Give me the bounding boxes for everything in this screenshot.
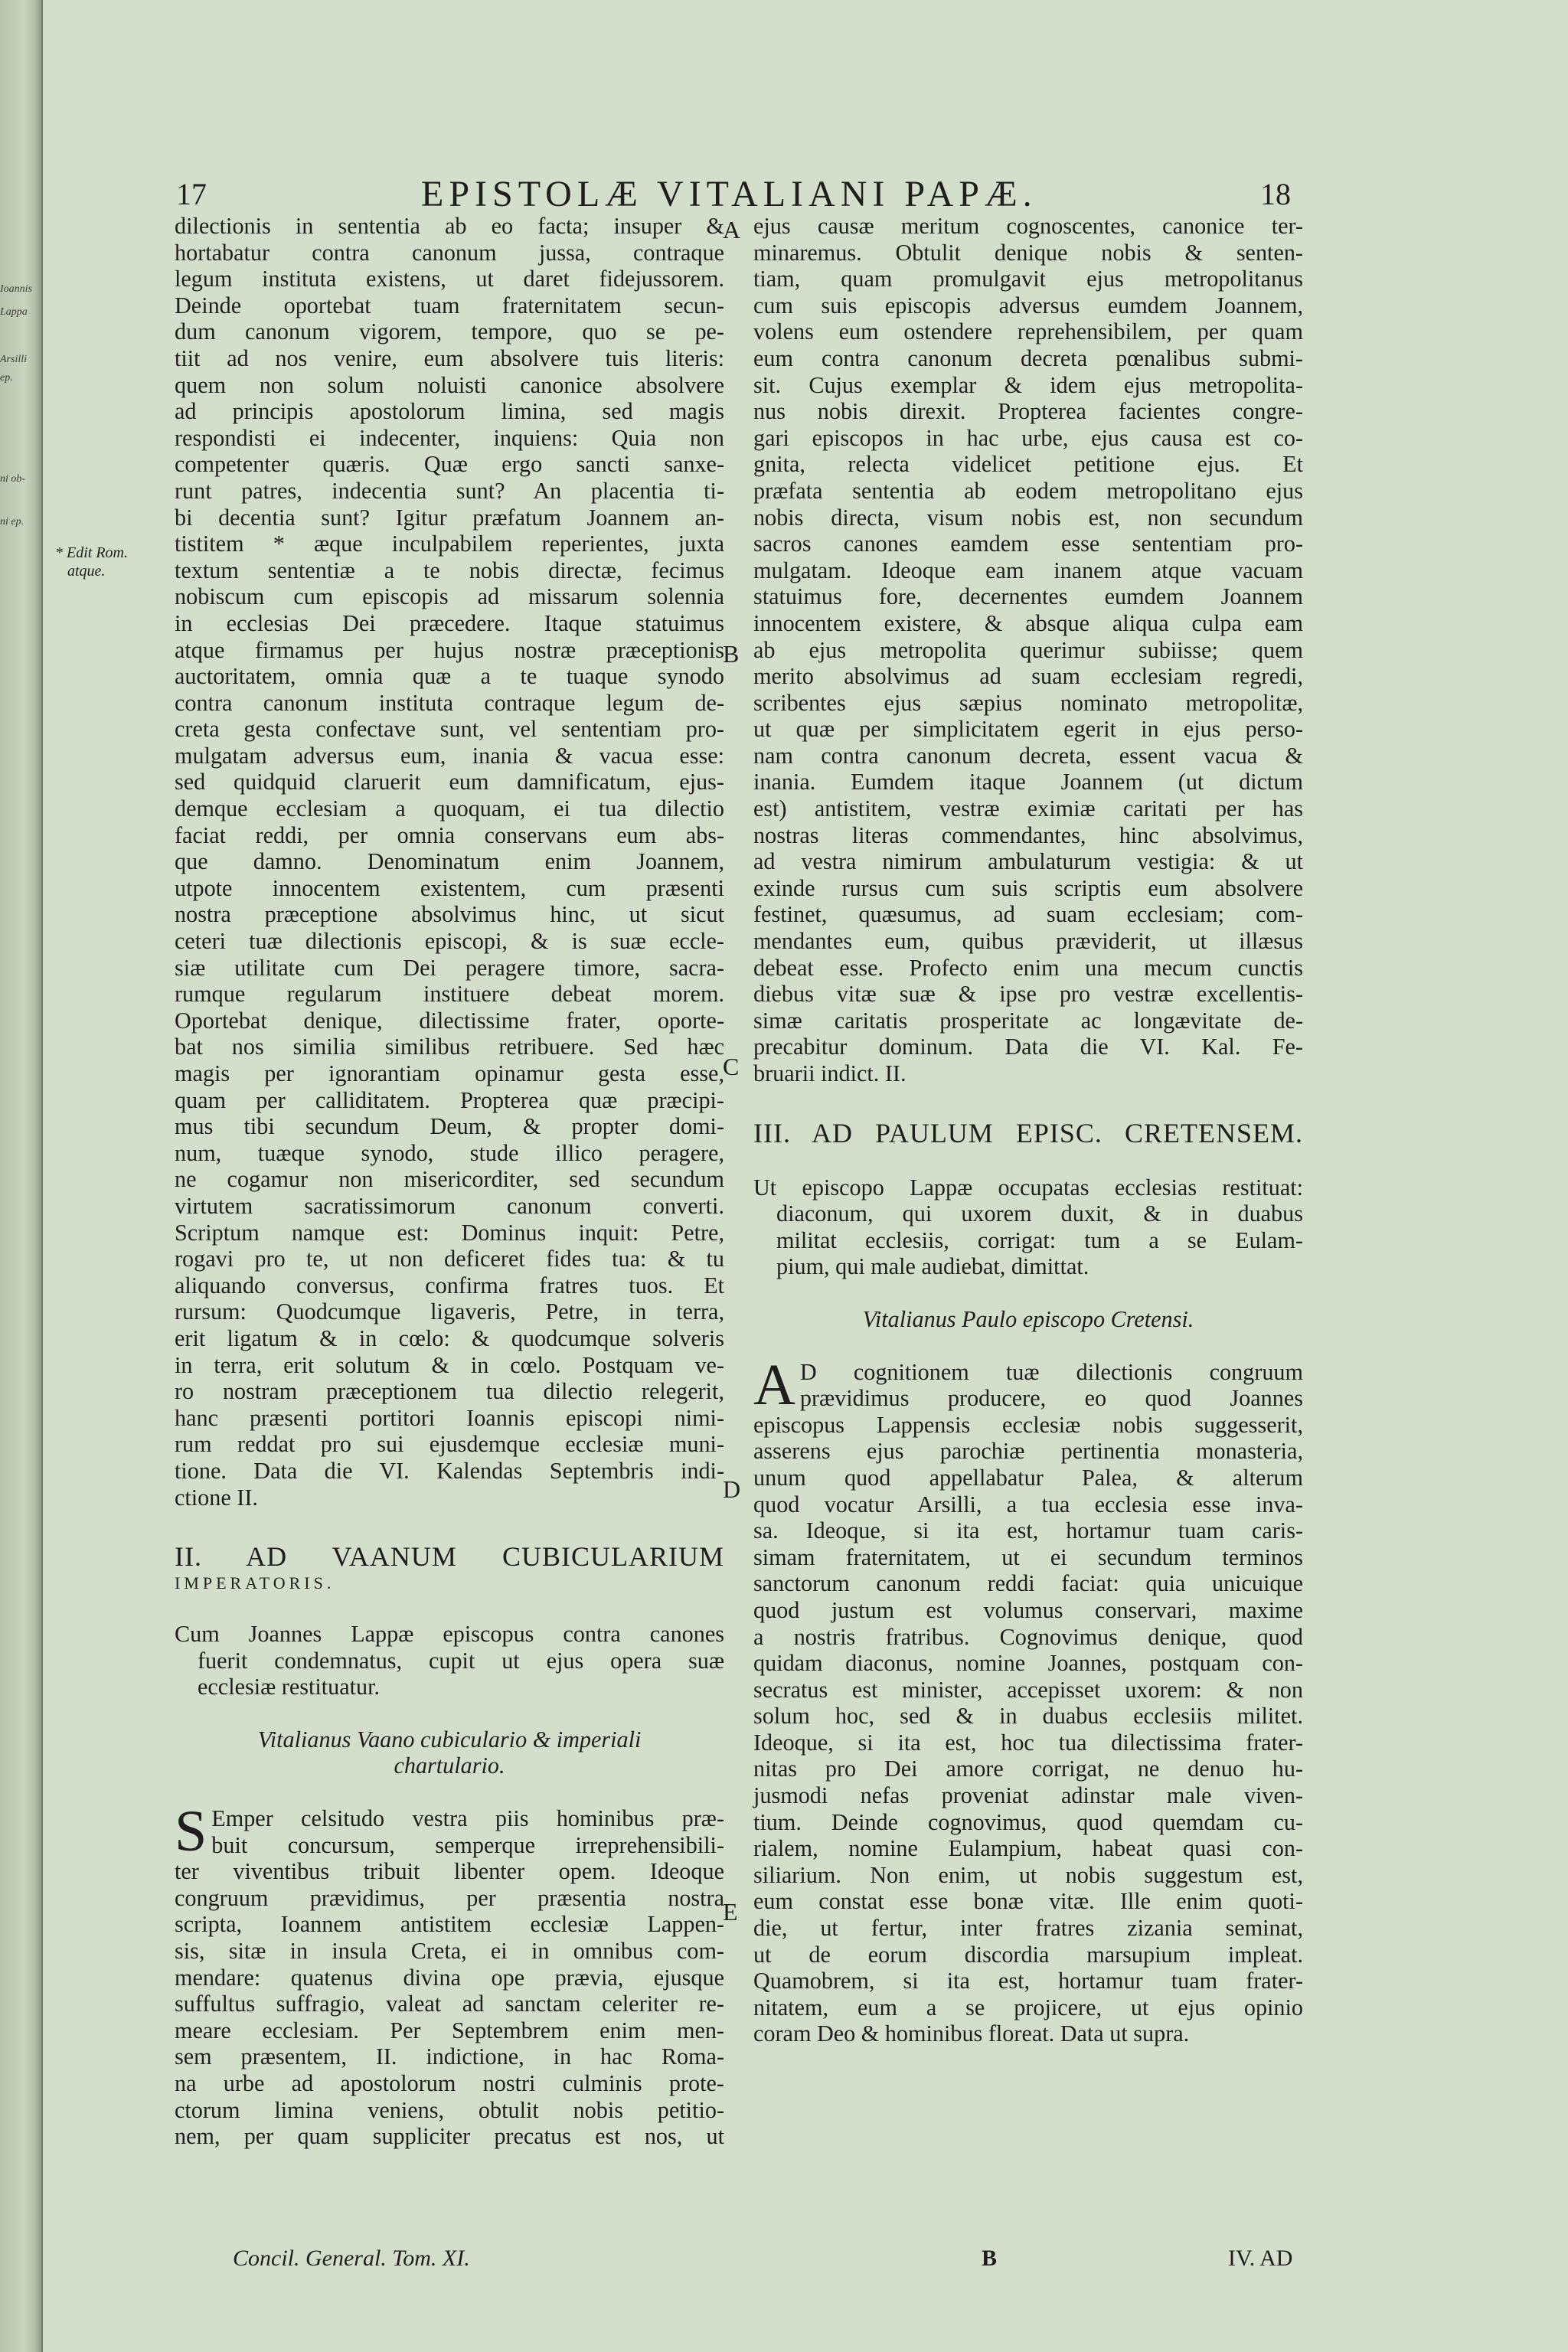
catchword: IV. AD: [1228, 2246, 1293, 2271]
text-line: contra canonum instituta contraque legum de-: [175, 689, 724, 716]
text-line: cum suis episcopis adversus eumdem Joannem,: [753, 292, 1303, 318]
text-line: prævidimus producere, eo quod Joannes: [799, 1385, 1303, 1412]
text-line: siliarium. Non enim, ut nobis suggestum est,: [753, 1861, 1303, 1888]
text-line: respondisti ei indecenter, inquiens: Quia non: [175, 424, 724, 451]
text-line: quod justum est volumus conservari, maxime: [753, 1596, 1303, 1623]
text-line: tione. Data die VI. Kalendas Septembris indi-: [175, 1457, 724, 1484]
text-line: ctorum limina veniens, obtulit nobis petitio-: [175, 2096, 724, 2123]
text-line: precabitur dominum. Data die VI. Kal. Fe-: [753, 1034, 1303, 1060]
text-line: gari episcopos in hac urbe, ejus causa est co-: [753, 424, 1303, 451]
text-line: Deinde oportebat tuam fraternitatem secun-: [175, 292, 724, 318]
text-line: festinet, quæsumus, ad suam ecclesiam; com-: [753, 901, 1303, 928]
text-line: sanctorum canonum reddi faciat: quia unicuique: [753, 1570, 1303, 1597]
summary-line: pium, qui male audiebat, dimittat.: [776, 1253, 1089, 1280]
text-line: nem, per quam suppliciter precatus est nos, ut: [175, 2123, 724, 2150]
text-line: nam contra canonum decreta, essent vacua &: [753, 742, 1303, 769]
text-line: dilectionis in sententia ab eo facta; insuper &: [175, 213, 724, 239]
text-line: Oportebat denique, dilectissime frater, oporte-: [175, 1007, 724, 1034]
page-number-right: 18: [1260, 177, 1291, 211]
text-line: nitas pro Dei amore corrigat, ne denuo hu-: [753, 1756, 1303, 1782]
text-line: in ecclesias Dei præcedere. Itaque statuimus: [175, 609, 724, 636]
letter-three-body: [753, 1352, 1303, 2047]
text-line: a nostris fratribus. Cognovimus denique, quod: [753, 1623, 1303, 1650]
text-line: bat nos similia similibus retribuere. Sed hæc: [175, 1034, 724, 1060]
text-line: mendare: quatenus divina ope prævia, ejusque: [175, 1964, 724, 1991]
text-line: competenter quæris. Quæ ergo sancti sanxe-: [175, 451, 724, 478]
section-heading-ii: II. AD VAANUM CUBICULARIUM: [175, 1541, 724, 1573]
text-line: mus tibi secundum Deum, & propter domi-: [175, 1113, 724, 1140]
gutter-note: Arsilli: [0, 354, 28, 365]
running-header: [0, 173, 1568, 219]
text-line: faciat reddi, per omnia conservans eum abs-: [175, 822, 724, 848]
text-line: tium. Deinde cognovimus, quod quemdam cu-: [753, 1808, 1303, 1835]
text-line: magis per ignorantiam opinamur gesta esse,: [175, 1060, 724, 1086]
text-line: in terra, erit solutum & in cœlo. Postquam ve-: [175, 1351, 724, 1378]
text-line: nostras literas commendantes, hinc absolvimus,: [753, 822, 1303, 848]
text-line: rum reddat pro sui ejusdemque ecclesiæ muni-: [175, 1431, 724, 1458]
summary-line: Cum Joannes Lappæ episcopus contra canones: [175, 1621, 724, 1648]
text-line: textum sententiæ a te nobis directæ, fecimus: [175, 557, 724, 583]
edition-note: [55, 544, 128, 580]
summary-line: militat ecclesiis, corrigat: tum a se Eulam-: [776, 1227, 1303, 1253]
letter-one-body: [175, 213, 724, 1511]
summary-line: diaconum, qui uxorem duxit, & in duabus: [776, 1200, 1303, 1227]
text-line: jusmodi nefas proveniat adinstar male viven-: [753, 1782, 1303, 1809]
text-line: rogavi pro te, ut non deficeret fides tua: & tu: [175, 1246, 724, 1272]
text-line: Quamobrem, si ita est, hortamur tuam frater-: [753, 1968, 1303, 1994]
text-line: quem non solum noluisti canonice absolvere: [175, 371, 724, 398]
text-line: ne cogamur non misericorditer, sed secundum: [175, 1166, 724, 1193]
text-line: volens eum ostendere reprehensibilem, per quam: [753, 318, 1303, 345]
text-line: sit. Cujus exemplar & idem ejus metropolita-: [753, 371, 1303, 398]
salutation-ii: Vitalianus Vaano cubiculario & imperiali: [257, 1726, 642, 1753]
text-line: eum contra canonum decreta pœnalibus submi-: [753, 345, 1303, 371]
drop-cap: A: [753, 1352, 795, 1417]
text-line: ut de eorum discordia marsupium impleat.: [753, 1941, 1303, 1968]
summary-line: Ut episcopo Lappæ occupatas ecclesias restituat:: [753, 1174, 1303, 1200]
text-line: sacros canones eamdem esse sententiam pro-: [753, 531, 1303, 557]
text-line: merito absolvimus ad suam ecclesiam regredi,: [753, 663, 1303, 690]
text-line: runt patres, indecentia sunt? An placentia ti-: [175, 477, 724, 504]
text-line: hanc præsenti portitori Ioannis episcopi nimi-: [175, 1404, 724, 1431]
adjacent-page-gutter: [0, 0, 43, 2352]
margin-letter-a: A: [723, 216, 741, 243]
text-line: est) antistitem, vestræ eximiæ caritati per has: [753, 795, 1303, 822]
text-line: quam per calliditatem. Propterea quæ præcipi-: [175, 1086, 724, 1113]
gutter-note: ni ep.: [0, 516, 24, 528]
text-line: aliquando conversus, confirma fratres tuos. Et: [175, 1272, 724, 1298]
text-line: secratus est minister, accepisset uxorem: & non: [753, 1676, 1303, 1703]
text-line: suffultus suffragio, valeat ad sanctam celeriter re-: [175, 1991, 724, 2017]
signature-line: Concil. General. Tom. XI.: [233, 2246, 470, 2271]
text-line: creta gesta confectave sunt, vel sententiam pro-: [175, 716, 724, 743]
left-column: [175, 213, 724, 2150]
text-line: num, tuæque synodo, stude illico peragere,: [175, 1139, 724, 1166]
text-line: auctoritatem, omnia quæ a te tuaque synodo: [175, 663, 724, 690]
text-line: diebus vitæ suæ & ipse pro vestræ excellentis-: [753, 981, 1303, 1008]
text-line: gnita, relecta videlicet petitione ejus. Et: [753, 451, 1303, 478]
text-line: ut quæ per simplicitatem egerit in ejus perso-: [753, 716, 1303, 743]
text-line: rialem, nomine Eulampium, habeat quasi con-: [753, 1835, 1303, 1862]
text-line: nitatem, eum a se projicere, ut ejus opinio: [753, 1994, 1303, 2020]
text-line: demque ecclesiam a quoquam, ei tua dilectio: [175, 795, 724, 822]
text-line: erit ligatum & in cœlo: & quodcumque solveris: [175, 1325, 724, 1351]
text-line: episcopus Lappensis ecclesiæ nobis suggesserit,: [753, 1411, 1303, 1438]
margin-letter-e: E: [723, 1898, 738, 1926]
text-line: nus nobis direxit. Propterea facientes congre-: [753, 398, 1303, 425]
text-line: na urbe ad apostolorum nostri culminis prote-: [175, 2070, 724, 2096]
edition-note-line: * Edit Rom.: [55, 544, 128, 561]
text-line: exinde rursus cum suis scriptis eum absolvere: [753, 874, 1303, 901]
text-line: solum hoc, sed & in duabus ecclesiis militet.: [753, 1703, 1303, 1730]
text-line: ctione II.: [175, 1484, 258, 1511]
text-line: mulgatam. Ideoque eam inanem atque vacuam: [753, 557, 1303, 583]
summary-line: ecclesiæ restituatur.: [198, 1674, 381, 1700]
text-line: simæ caritatis prosperitate ac longævitate de-: [753, 1007, 1303, 1034]
text-line: præfata sententia ab eodem metropolitano ejus: [753, 477, 1303, 504]
letter-two-body: [175, 1799, 724, 2150]
text-line: sa. Ideoque, si ita est, hortamur tuam caris-: [753, 1517, 1303, 1544]
text-line: nostra præceptione absolvimus hinc, ut sicut: [175, 901, 724, 928]
text-line: quidam diaconus, nomine Joannes, postquam con-: [753, 1650, 1303, 1677]
text-line: legum instituta existens, ut daret fidejussorem.: [175, 266, 724, 292]
gutter-note: ni ob-: [0, 473, 26, 485]
text-line: unum quod appellabatur Palea, & alterum: [753, 1464, 1303, 1491]
text-line: rumque regularum instituere debeat morem.: [175, 981, 724, 1008]
section-subheading-ii: IMPERATORIS.: [175, 1573, 335, 1593]
text-line: que damno. Denominatum enim Joannem,: [175, 848, 724, 875]
running-title: EPISTOLÆ VITALIANI PAPÆ.: [421, 174, 1037, 214]
text-line: ter viventibus tribuit libenter opem. Ideoque: [175, 1858, 724, 1885]
text-line: mendantes eum, quibus præviderit, ut illæsus: [753, 928, 1303, 955]
margin-letter-d: D: [723, 1475, 741, 1503]
margin-letter-c: C: [723, 1053, 740, 1080]
text-line: D cognitionem tuæ dilectionis congruum: [799, 1358, 1303, 1385]
salutation-ii: chartulario.: [394, 1753, 505, 1779]
gutter-note: Ioannis: [0, 283, 32, 295]
text-line: nobis directa, visum nobis est, non secundum: [753, 504, 1303, 531]
text-line: sem præsentem, II. indictione, in hac Roma-: [175, 2043, 724, 2070]
text-line: siæ utilitate cum Dei peragere timore, sacra-: [175, 954, 724, 981]
section-summary-iii: [753, 1174, 1303, 1280]
edition-note-line: atque.: [67, 563, 106, 580]
text-line: simam fraternitatem, ut ei secundum terminos: [753, 1544, 1303, 1570]
signature-mark: B: [982, 2246, 998, 2271]
text-line: statuimus fore, decernentes eumdem Joannem: [753, 583, 1303, 610]
salutation-iii: Vitalianus Paulo episcopo Cretensi.: [862, 1305, 1194, 1332]
text-line: asserens ejus parochiæ pertinentia monasteria,: [753, 1438, 1303, 1465]
text-line: eum constat esse bonæ vitæ. Ille enim quoti-: [753, 1888, 1303, 1915]
text-line: scribentes ejus sæpius nominato metropolitæ,: [753, 689, 1303, 716]
text-line: inania. Eumdem itaque Joannem (ut dictum: [753, 769, 1303, 795]
text-line: Emper celsitudo vestra piis hominibus præ-: [211, 1805, 724, 1832]
section-heading-iii: III. AD PAULUM EPISC. CRETENSEM.: [753, 1117, 1303, 1148]
text-line: ad vestra nimirum ambulaturum vestigia: & ut: [753, 848, 1303, 875]
gutter-note: ep.: [0, 372, 13, 384]
text-line: Scriptum namque est: Dominus inquit: Petre,: [175, 1219, 724, 1246]
text-line: congruum prævidimus, per præsentia nostra: [175, 1884, 724, 1911]
text-line: tiit ad nos venire, eum absolvere tuis literis:: [175, 345, 724, 371]
letter-two-continued: [753, 213, 1303, 1087]
text-line: die, ut fertur, inter fratres zizania seminat,: [753, 1915, 1303, 1942]
text-line: buit concursum, semperque irreprehensibili-: [211, 1831, 724, 1858]
text-line: Ideoque, si ita est, hoc tua dilectissima frater-: [753, 1729, 1303, 1756]
text-line: sed quidquid claruerit eum damnificatum, ejus-: [175, 769, 724, 795]
text-line: virtutem sacratissimorum canonum converti.: [175, 1192, 724, 1219]
text-line: rursum: Quodcumque ligaveris, Petre, in terra,: [175, 1298, 724, 1325]
text-line: utpote innocentem existentem, cum præsenti: [175, 874, 724, 901]
text-line: ab ejus metropolita querimur subiisse; quem: [753, 636, 1303, 663]
text-line: bi decentia sunt? Igitur præfatum Joannem an-: [175, 504, 724, 531]
text-line: innocentem existere, & absque aliqua culpa eam: [753, 609, 1303, 636]
margin-letter-b: B: [723, 640, 740, 668]
text-line: ceteri tuæ dilectionis episcopi, & is suæ eccle-: [175, 928, 724, 955]
drop-cap: S: [175, 1799, 207, 1864]
section-summary-ii: [175, 1621, 724, 1700]
summary-line: fuerit condemnatus, cupit ut ejus opera suæ: [198, 1647, 724, 1674]
text-line: hortabatur contra canonum jussa, contraque: [175, 239, 724, 266]
text-line: ro nostram præceptionem tua dilectio relegerit,: [175, 1378, 724, 1405]
text-line: atque firmamus per hujus nostræ præceptionis: [175, 636, 724, 663]
page-number-left: 17: [176, 177, 207, 211]
text-line: bruarii indict. II.: [753, 1060, 906, 1086]
text-line: quod vocatur Arsilli, a tua ecclesia esse inva-: [753, 1491, 1303, 1517]
text-line: debeat esse. Profecto enim una mecum cunctis: [753, 954, 1303, 981]
text-line: scripta, Ioannem antistitem ecclesiæ Lappen-: [175, 1911, 724, 1938]
text-line: ejus causæ meritum cognoscentes, canonice ter-: [753, 213, 1303, 239]
text-line: coram Deo & hominibus floreat. Data ut supra.: [753, 2020, 1190, 2047]
text-line: dum canonum vigorem, tempore, quo se pe-: [175, 318, 724, 345]
right-column: [753, 213, 1303, 2047]
text-line: mulgatam adversus eum, inania & vacua esse:: [175, 742, 724, 769]
gutter-note: Lappa: [0, 306, 28, 318]
text-line: tiam, quam promulgavit ejus metropolitanus: [753, 266, 1303, 292]
text-line: ad principis apostolorum limina, sed magis: [175, 398, 724, 425]
text-line: meare ecclesiam. Per Septembrem enim men-: [175, 2017, 724, 2043]
text-line: tistitem * æque inculpabilem reperientes, juxta: [175, 531, 724, 557]
text-line: minaremus. Obtulit denique nobis & senten-: [753, 239, 1303, 266]
text-line: nobiscum cum episcopis ad missarum solennia: [175, 583, 724, 610]
text-line: sis, sitæ in insula Creta, ei in omnibus com-: [175, 1938, 724, 1965]
